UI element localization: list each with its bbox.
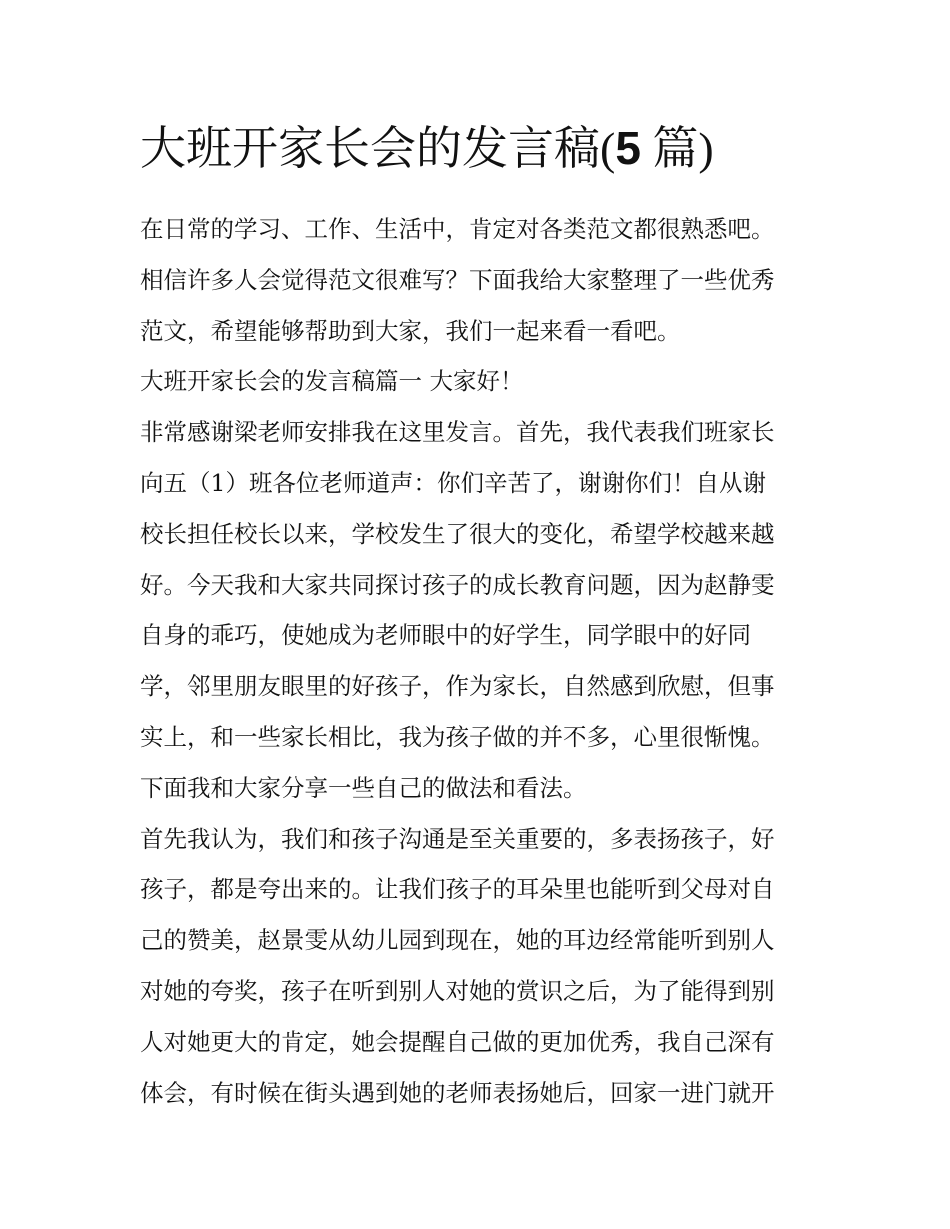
title-number: 5	[615, 122, 641, 174]
text-line: 好。今天我和大家共同探讨孩子的成长教育问题，因为赵静雯	[140, 570, 775, 599]
text-line: 自身的乖巧，使她成为老师眼中的好学生，同学眼中的好同	[140, 621, 751, 650]
text-line: 下面我和大家分享一些自己的做法和看法。	[140, 773, 587, 802]
text-line: 人对她更大的肯定，她会提醒自己做的更加优秀，我自己深有	[140, 1027, 775, 1056]
text-line: 向五（1）班各位老师道声：你们辛苦了，谢谢你们！自从谢	[140, 468, 766, 497]
text-line: 在日常的学习、工作、生活中，肯定对各类范文都很熟悉吧。	[140, 215, 775, 243]
text-line: 孩子，都是夸出来的。让我们孩子的耳朵里也能听到父母对自	[140, 875, 775, 904]
text-line: 己的赞美，赵景雯从幼儿园到现在，她的耳边经常能听到别人	[140, 926, 775, 955]
text-line: 体会，有时候在街头遇到她的老师表扬她后，回家一进门就开	[140, 1078, 775, 1107]
title-text-end: 篇)	[640, 123, 714, 174]
text-line: 学，邻里朋友眼里的好孩子，作为家长，自然感到欣慰，但事	[140, 672, 775, 701]
document-title	[140, 116, 714, 181]
text-line: 首先我认为，我们和孩子沟通是至关重要的，多表扬孩子，好	[140, 824, 775, 853]
title-text: 大班开家长会的发言稿(	[140, 123, 616, 174]
text-line: 范文，希望能够帮助到大家，我们一起来看一看吧。	[140, 316, 681, 345]
document-body	[140, 204, 820, 1118]
text-line: 非常感谢梁老师安排我在这里发言。首先，我代表我们班家长	[140, 418, 775, 447]
text-line: 相信许多人会觉得范文很难写？下面我给大家整理了一些优秀	[140, 265, 775, 294]
section-heading-line: 大班开家长会的发言稿篇一 大家好！	[140, 367, 524, 396]
text-line: 实上，和一些家长相比，我为孩子做的并不多，心里很惭愧。	[140, 722, 775, 751]
text-line: 对她的夸奖，孩子在听到别人对她的赏识之后，为了能得到别	[140, 976, 775, 1005]
text-line: 校长担任校长以来，学校发生了很大的变化，希望学校越来越	[140, 519, 775, 548]
